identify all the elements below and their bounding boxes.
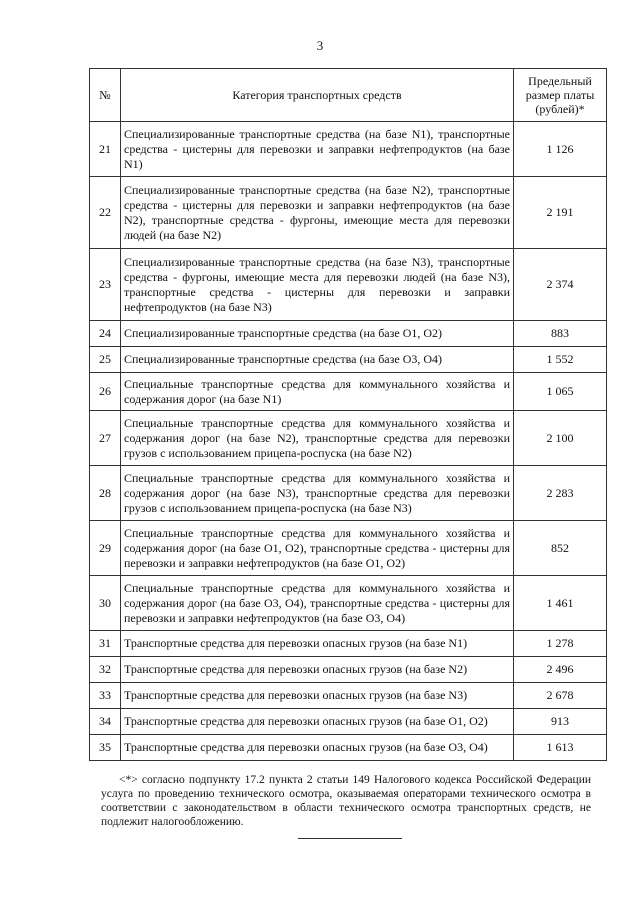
row-category: Транспортные средства для перевозки опасных грузов (на базе N1) bbox=[121, 631, 514, 657]
closing-rule bbox=[298, 838, 402, 839]
row-category: Специальные транспортные средства для коммунального хозяйства и содержания дорог (на базе N2), транспортные средства для перевозки грузов с использованием прицепа-роспуска (на базе N2) bbox=[121, 411, 514, 466]
row-category: Транспортные средства для перевозки опасных грузов (на базе N3) bbox=[121, 683, 514, 709]
table-row bbox=[90, 122, 607, 177]
row-number: 24 bbox=[90, 321, 121, 347]
row-max-fee: 883 bbox=[514, 321, 607, 347]
row-max-fee: 2 496 bbox=[514, 657, 607, 683]
row-number: 34 bbox=[90, 709, 121, 735]
row-number: 31 bbox=[90, 631, 121, 657]
row-max-fee: 2 678 bbox=[514, 683, 607, 709]
row-category: Специализированные транспортные средства (на базе O3, O4) bbox=[121, 347, 514, 373]
row-max-fee: 852 bbox=[514, 521, 607, 576]
row-max-fee: 2 283 bbox=[514, 466, 607, 521]
table-row bbox=[90, 657, 607, 683]
row-category: Транспортные средства для перевозки опасных грузов (на базе N2) bbox=[121, 657, 514, 683]
table-row bbox=[90, 411, 607, 466]
row-max-fee: 2 374 bbox=[514, 249, 607, 321]
row-category: Специальные транспортные средства для коммунального хозяйства и содержания дорог (на базе N3), транспортные средства для перевозки грузов с использованием прицепа-роспуска (на базе N3) bbox=[121, 466, 514, 521]
row-max-fee: 1 278 bbox=[514, 631, 607, 657]
row-category: Специализированные транспортные средства (на базе N1), транспортные средства - цистерны для перевозки и заправки нефтепродуктов (на базе N1) bbox=[121, 122, 514, 177]
table-row bbox=[90, 373, 607, 411]
footnote: <*> согласно подпункту 17.2 пункта 2 статьи 149 Налогового кодекса Российской Федерации услуга по проведению технического осмотра, оказываемая операторами технического осмотра в соответствии с законодательством в области технического осмотра транспортных средств, не подлежит налогообложению. bbox=[101, 774, 591, 828]
page-number: 3 bbox=[316, 38, 324, 53]
row-category: Транспортные средства для перевозки опасных грузов (на базе O1, O2) bbox=[121, 709, 514, 735]
table-row bbox=[90, 709, 607, 735]
table-row bbox=[90, 466, 607, 521]
header-number: № bbox=[90, 69, 121, 122]
row-number: 27 bbox=[90, 411, 121, 466]
row-category: Специальные транспортные средства для коммунального хозяйства и содержания дорог (на базе O1, O2), транспортные средства - цистерны для перевозки и заправки нефтепродуктов (на базе O1, O2) bbox=[121, 521, 514, 576]
fee-table bbox=[89, 68, 607, 761]
row-max-fee: 2 100 bbox=[514, 411, 607, 466]
row-category: Специальные транспортные средства для коммунального хозяйства и содержания дорог (на базе N1) bbox=[121, 373, 514, 411]
table-row bbox=[90, 521, 607, 576]
row-number: 32 bbox=[90, 657, 121, 683]
row-max-fee: 1 461 bbox=[514, 576, 607, 631]
row-max-fee: 2 191 bbox=[514, 177, 607, 249]
row-category: Специальные транспортные средства для коммунального хозяйства и содержания дорог (на базе O3, O4), транспортные средства - цистерны для перевозки и заправки нефтепродуктов (на базе O3, O4) bbox=[121, 576, 514, 631]
row-number: 33 bbox=[90, 683, 121, 709]
table-row bbox=[90, 576, 607, 631]
row-category: Специализированные транспортные средства (на базе N2), транспортные средства - цистерны для перевозки и заправки нефтепродуктов (на базе N2), транспортные средства - фургоны, имеющие места для перевозки людей (на базе N2) bbox=[121, 177, 514, 249]
row-max-fee: 1 065 bbox=[514, 373, 607, 411]
table-row bbox=[90, 177, 607, 249]
row-number: 28 bbox=[90, 466, 121, 521]
row-number: 21 bbox=[90, 122, 121, 177]
table-row bbox=[90, 683, 607, 709]
row-category: Специализированные транспортные средства (на базе N3), транспортные средства - фургоны, имеющие места для перевозки людей (на базе N3), транспортные средства - цистерны для перевозки и заправки нефтепродуктов (на базе N3) bbox=[121, 249, 514, 321]
row-category: Специализированные транспортные средства (на базе O1, O2) bbox=[121, 321, 514, 347]
row-category: Транспортные средства для перевозки опасных грузов (на базе O3, O4) bbox=[121, 735, 514, 761]
header-category: Категория транспортных средств bbox=[121, 69, 514, 122]
table-row bbox=[90, 249, 607, 321]
row-number: 23 bbox=[90, 249, 121, 321]
table-row bbox=[90, 735, 607, 761]
table-row bbox=[90, 631, 607, 657]
row-max-fee: 1 552 bbox=[514, 347, 607, 373]
row-max-fee: 1 126 bbox=[514, 122, 607, 177]
row-number: 26 bbox=[90, 373, 121, 411]
row-number: 25 bbox=[90, 347, 121, 373]
table-row bbox=[90, 347, 607, 373]
row-number: 29 bbox=[90, 521, 121, 576]
row-number: 35 bbox=[90, 735, 121, 761]
header-max-fee: Предельный размер платы (рублей)* bbox=[514, 69, 607, 122]
row-number: 30 bbox=[90, 576, 121, 631]
table-row bbox=[90, 321, 607, 347]
row-max-fee: 913 bbox=[514, 709, 607, 735]
row-max-fee: 1 613 bbox=[514, 735, 607, 761]
table-header-row bbox=[90, 69, 607, 122]
row-number: 22 bbox=[90, 177, 121, 249]
